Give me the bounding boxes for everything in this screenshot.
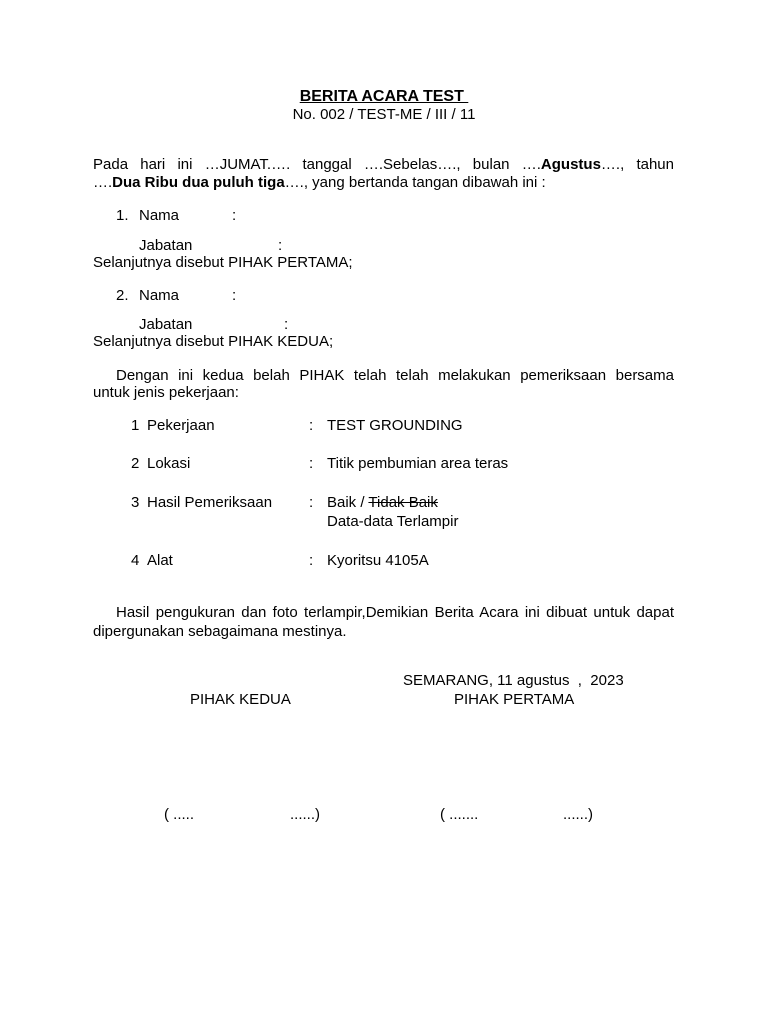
item-label: Pekerjaan bbox=[147, 417, 215, 434]
party1-nama-label: Nama bbox=[139, 207, 180, 224]
party1-jabatan-label: Jabatan bbox=[139, 237, 193, 254]
party1-number: 1. bbox=[116, 207, 129, 224]
left-signature-open: ( ..... bbox=[164, 806, 194, 823]
item-colon: : bbox=[309, 494, 314, 511]
intro-line-1 bbox=[93, 156, 674, 174]
left-party-label: PIHAK KEDUA bbox=[190, 691, 291, 708]
item-label: Hasil Pemeriksaan bbox=[147, 494, 273, 511]
party2-nama-colon: : bbox=[232, 287, 237, 304]
place-date: SEMARANG, 11 agustus , 2023 bbox=[403, 672, 624, 689]
item-colon: : bbox=[309, 552, 314, 569]
intro-text: Pada hari ini …JUMAT.…. tanggal ….Sebelas…., bulan …. bbox=[93, 156, 541, 173]
item-value: Kyoritsu 4105A bbox=[327, 552, 429, 569]
item-number: 1 bbox=[131, 417, 140, 434]
item-colon: : bbox=[309, 417, 314, 434]
closing-line-1: Hasil pengukuran dan foto terlampir,Demikian Berita Acara ini dibuat untuk dapat bbox=[116, 604, 674, 621]
item-value: Titik pembumian area teras bbox=[327, 455, 509, 472]
document-number: No. 002 / TEST-ME / III / 11 bbox=[292, 106, 476, 123]
party2-nama-label: Nama bbox=[139, 287, 180, 304]
item-label: Lokasi bbox=[147, 455, 191, 472]
item-number: 3 bbox=[131, 494, 140, 511]
party1-nama-colon: : bbox=[232, 207, 237, 224]
item-number: 2 bbox=[131, 455, 140, 472]
intro-text: …., yang bertanda tangan dibawah ini : bbox=[284, 174, 546, 191]
item-number: 4 bbox=[131, 552, 140, 569]
statement-line-1: Dengan ini kedua belah PIHAK telah telah melakukan pemeriksaan bersama bbox=[116, 367, 674, 384]
party1-jabatan-colon: : bbox=[278, 237, 283, 254]
party1-designation: Selanjutnya disebut PIHAK PERTAMA; bbox=[93, 254, 353, 271]
right-party-label: PIHAK PERTAMA bbox=[454, 691, 575, 708]
right-signature-open: ( ....... bbox=[440, 806, 479, 823]
party2-number: 2. bbox=[116, 287, 129, 304]
item-colon: : bbox=[309, 455, 314, 472]
left-signature-close: ......) bbox=[290, 806, 320, 823]
statement-line-2: untuk jenis pekerjaan: bbox=[93, 384, 239, 401]
intro-year: Dua Ribu dua puluh tiga bbox=[112, 174, 285, 191]
right-signature-close: ......) bbox=[563, 806, 593, 823]
document-title: BERITA ACARA TEST bbox=[299, 88, 469, 105]
party2-jabatan-label: Jabatan bbox=[139, 316, 193, 333]
closing-line-2: dipergunakan sebagaimana mestinya. bbox=[93, 623, 347, 640]
intro-text: …., tahun bbox=[600, 156, 674, 173]
result-not-good-struck: Tidak Baik bbox=[368, 494, 438, 511]
intro-month: Agustus bbox=[540, 156, 601, 173]
party2-jabatan-colon: : bbox=[284, 316, 289, 333]
party2-designation: Selanjutnya disebut PIHAK KEDUA; bbox=[93, 333, 334, 350]
result-good: Baik / bbox=[327, 494, 369, 511]
intro-line-2 bbox=[93, 174, 546, 192]
item-label: Alat bbox=[147, 552, 173, 569]
intro-text: …. bbox=[93, 174, 113, 191]
item-value-line-2: Data-data Terlampir bbox=[327, 513, 459, 530]
item-value: TEST GROUNDING bbox=[327, 417, 463, 434]
item-value bbox=[327, 494, 438, 512]
